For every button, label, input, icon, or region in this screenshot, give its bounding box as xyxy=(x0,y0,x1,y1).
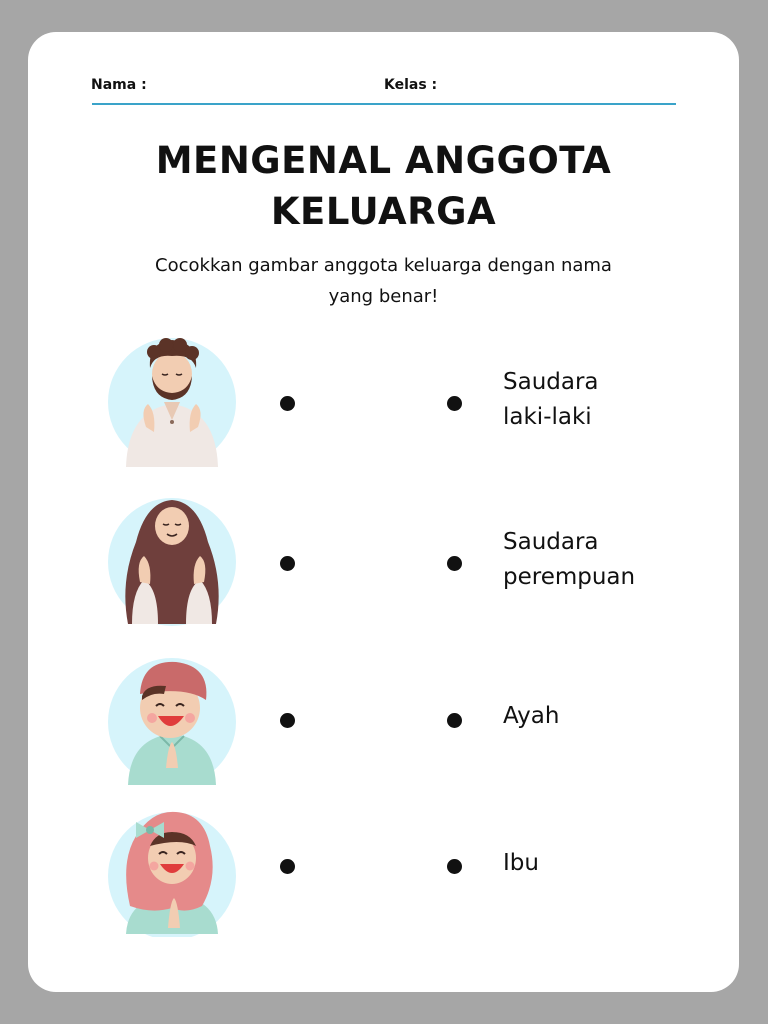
match-dot-right-2[interactable] xyxy=(447,556,462,571)
worksheet xyxy=(28,32,739,992)
girl-illustration xyxy=(106,802,238,937)
match-dot-left-2[interactable] xyxy=(280,556,295,571)
answer-1-line-2: laki-laki xyxy=(503,404,592,430)
match-dot-right-1[interactable] xyxy=(447,396,462,411)
answer-1-line-1: Saudara xyxy=(503,369,599,395)
match-dot-left-4[interactable] xyxy=(280,859,295,874)
answer-label-3 xyxy=(503,699,559,734)
match-dot-left-3[interactable] xyxy=(280,713,295,728)
name-label: Nama : xyxy=(91,77,147,93)
father-illustration xyxy=(106,332,238,467)
match-dot-left-1[interactable] xyxy=(280,396,295,411)
instruction-line-2: yang benar! xyxy=(328,286,439,307)
match-dot-right-3[interactable] xyxy=(447,713,462,728)
match-dot-right-4[interactable] xyxy=(447,859,462,874)
title-line-2: KELUARGA xyxy=(270,190,497,233)
instruction-text xyxy=(88,250,679,312)
answer-label-1 xyxy=(503,365,599,435)
answer-2-line-2: perempuan xyxy=(503,564,636,590)
answer-3-line-1: Ayah xyxy=(503,703,560,729)
mother-illustration xyxy=(106,492,238,627)
class-label: Kelas : xyxy=(384,77,438,93)
title-line-1: MENGENAL ANGGOTA xyxy=(155,139,612,182)
boy-illustration xyxy=(106,650,238,785)
answer-4-line-1: Ibu xyxy=(503,850,539,876)
instruction-line-1: Cocokkan gambar anggota keluarga dengan nama xyxy=(155,255,612,276)
name-class-line xyxy=(92,103,676,105)
answer-label-4 xyxy=(503,846,539,881)
answer-2-line-1: Saudara xyxy=(503,529,599,555)
answer-label-2 xyxy=(503,525,635,595)
page-title xyxy=(28,135,739,237)
